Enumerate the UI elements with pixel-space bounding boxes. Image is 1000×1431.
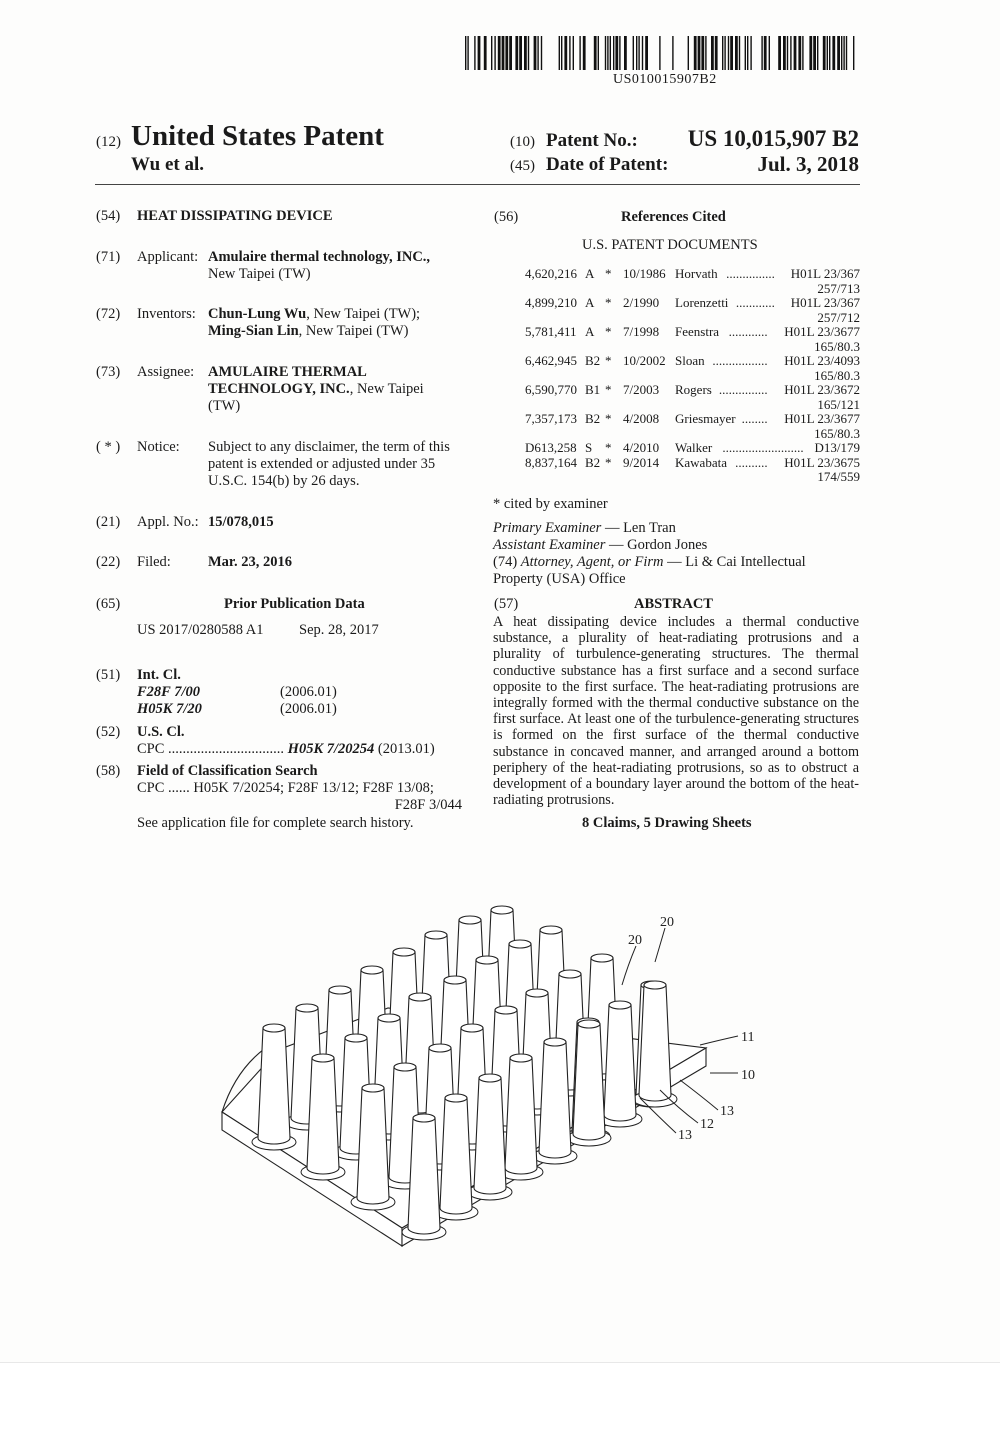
label-20-right: 20: [660, 915, 674, 930]
reference-date: 9/2014: [623, 454, 660, 470]
header-rule: [95, 184, 860, 185]
reference-star: *: [605, 440, 612, 455]
notice-label: Notice:: [137, 439, 180, 455]
attorney-name: — Li & Cai Intellectual: [663, 554, 806, 570]
reference-date: 7/2003: [623, 382, 660, 397]
abstract-text: A heat dissipating device includes a thermal conductive substance, a plurality of heat-radiating protrusions and a plurality of turbulence-generating structures. The thermal conductive substance has a first surface and a second surface opposite to the first surface. The heat-radiating protrusions are integrally formed with the thermal conductive substance on the first surface. At least one of the turbulence-generating structures is formed on the first surface of the thermal conductive substance in concaved manner, and arranged around a bottom periphery of the heat-radiating protrusions, so as to obstruct a development of a boundary layer around the bottom of the heat-radiating protrusions.: [493, 614, 859, 809]
reference-class-continued: 165/121: [817, 396, 860, 412]
assistant-label: Assistant Examiner: [493, 537, 606, 553]
inventor-2-name: Ming-Sian Lin: [208, 323, 299, 339]
reference-class: H01L 23/3677: [784, 411, 860, 426]
intcl-1-version: (2006.01): [280, 684, 337, 700]
applicant: [208, 249, 478, 283]
reference-class: H01L 23/3677: [784, 324, 860, 339]
reference-dots: ..........: [735, 454, 768, 470]
filed-date: Mar. 23, 2016: [208, 554, 293, 570]
reference-dots: .........................: [722, 440, 804, 455]
reference-kind: A: [585, 266, 595, 281]
prior-pub-date: Sep. 28, 2017: [299, 622, 379, 638]
reference-row-continued: [495, 398, 860, 413]
reference-row: [495, 412, 860, 427]
us-docs-heading: U.S. PATENT DOCUMENTS: [582, 237, 758, 253]
reference-number: 6,462,945: [525, 353, 577, 368]
reference-class-continued: 165/80.3: [814, 367, 860, 383]
code-56: (56): [494, 209, 519, 225]
reference-inventor: Kawabata: [675, 454, 727, 470]
appl-label: Appl. No.:: [137, 514, 199, 530]
reference-class: D13/179: [814, 440, 860, 455]
barcode: [465, 36, 860, 70]
code-52: (52): [96, 724, 121, 740]
reference-class-continued: 174/559: [817, 469, 860, 484]
reference-inventor: Sloan: [675, 353, 705, 368]
reference-kind: B2: [585, 411, 601, 426]
cpc-version: (2013.01): [377, 741, 435, 757]
notice: [208, 439, 468, 490]
date-label: Date of Patent:: [546, 154, 669, 175]
reference-number: 6,590,770: [525, 382, 577, 397]
code-74: (74): [493, 554, 521, 570]
prior-pub-number: US 2017/0280588 A1: [137, 622, 264, 638]
assignee-line-2: TECHNOLOGY, INC.: [208, 381, 350, 397]
cited-note: * cited by examiner: [493, 496, 608, 512]
reference-row-continued: [495, 311, 860, 326]
inventor-2-location: , New Taipei (TW): [298, 323, 409, 339]
code-12: (12): [96, 134, 121, 150]
reference-row: [495, 441, 860, 456]
intcl-2-version: (2006.01): [280, 701, 337, 717]
uscl-label: U.S. Cl.: [137, 724, 185, 740]
reference-inventor: Griesmayer: [675, 411, 736, 426]
reference-inventor: Walker: [675, 440, 713, 455]
reference-row-continued: [495, 470, 860, 485]
label-20-left: 20: [628, 933, 642, 948]
reference-number: 4,620,216: [525, 266, 577, 281]
cpc-lead: CPC ................................: [137, 741, 285, 757]
reference-row-continued: [495, 427, 860, 442]
code-21: (21): [96, 514, 121, 530]
reference-row: [495, 456, 860, 471]
assistant-examiner: [493, 537, 707, 554]
attorney-label: Attorney, Agent, or Firm: [520, 554, 664, 570]
reference-star: *: [605, 353, 612, 368]
primary-label: Primary Examiner: [493, 520, 602, 536]
reference-class-continued: 257/713: [817, 280, 860, 296]
assignee-line-3: (TW): [208, 398, 241, 414]
heat-sink-drawing: [210, 870, 770, 1260]
reference-row: [495, 383, 860, 398]
intcl-1: F28F 7/00: [137, 684, 200, 700]
code-72: (72): [96, 306, 121, 322]
code-45: (45): [510, 158, 535, 174]
inventors-label: Inventors:: [137, 306, 196, 322]
code-10: (10): [510, 134, 535, 150]
notice-line-1: Subject to any disclaimer, the term of this: [208, 439, 450, 455]
attorney-line-2: Property (USA) Office: [493, 571, 626, 587]
reference-dots: ............: [728, 324, 768, 339]
reference-class: H01L 23/4093: [784, 353, 860, 368]
appl-number: 15/078,015: [208, 514, 274, 530]
reference-dots: ........: [741, 411, 768, 426]
field-search-note: See application file for complete search history.: [137, 815, 414, 831]
inventors: [208, 306, 468, 340]
code-58: (58): [96, 763, 121, 779]
refs-heading: References Cited: [621, 209, 726, 225]
abstract-heading: ABSTRACT: [634, 596, 713, 612]
applicant-label: Applicant:: [137, 249, 199, 265]
reference-class-continued: 165/80.3: [814, 425, 860, 441]
reference-class: H01L 23/367: [790, 295, 860, 310]
reference-date: 10/2002: [623, 353, 666, 368]
inventor-1-name: Chun-Lung Wu: [208, 306, 307, 322]
label-11: 11: [741, 1030, 755, 1045]
reference-number: 4,899,210: [525, 295, 577, 310]
label-12: 12: [700, 1117, 714, 1132]
reference-row-continued: [495, 340, 860, 355]
reference-number: 8,837,164: [525, 454, 577, 470]
reference-date: 10/1986: [623, 266, 666, 281]
reference-row-continued: [495, 369, 860, 384]
code-51: (51): [96, 667, 121, 683]
patent-date: Jul. 3, 2018: [757, 152, 859, 176]
code-54: (54): [96, 208, 121, 224]
reference-class: H01L 23/3675: [784, 454, 860, 470]
label-13-left: 13: [678, 1128, 692, 1143]
claims-summary: 8 Claims, 5 Drawing Sheets: [582, 815, 752, 831]
notice-line-3: U.S.C. 154(b) by 26 days.: [208, 473, 360, 489]
code-65: (65): [96, 596, 121, 612]
assignee-label: Assignee:: [137, 364, 195, 380]
reference-class-continued: 257/712: [817, 309, 860, 325]
reference-date: 4/2010: [623, 440, 660, 455]
filed-label: Filed:: [137, 554, 171, 570]
reference-star: *: [605, 295, 612, 310]
reference-star: *: [605, 324, 612, 339]
reference-star: *: [605, 411, 612, 426]
code-57: (57): [494, 596, 519, 612]
document-title: United States Patent: [131, 120, 384, 152]
field-search-line-1: CPC ...... H05K 7/20254; F28F 13/12; F28F 13/08;: [137, 780, 434, 796]
reference-kind: A: [585, 295, 595, 310]
field-search-label: Field of Classification Search: [137, 763, 318, 779]
reference-dots: .................: [712, 353, 768, 368]
reference-inventor: Rogers: [675, 382, 712, 397]
reference-row: [495, 354, 860, 369]
invention-title: HEAT DISSIPATING DEVICE: [137, 208, 333, 224]
reference-star: *: [605, 266, 612, 281]
label-10: 10: [741, 1068, 755, 1083]
reference-star: *: [605, 382, 612, 397]
reference-number: D613,258: [525, 440, 577, 455]
notice-line-2: patent is extended or adjusted under 35: [208, 456, 436, 472]
reference-date: 7/1998: [623, 324, 660, 339]
assignee-line-1: AMULAIRE THERMAL: [208, 364, 367, 380]
patent-no-label: Patent No.:: [546, 130, 638, 151]
field-search-line-2: F28F 3/044: [394, 797, 462, 813]
reference-number: 7,357,173: [525, 411, 577, 426]
barcode-number: US010015907B2: [613, 72, 717, 87]
reference-date: 2/1990: [623, 295, 660, 310]
prior-pub-heading: Prior Publication Data: [224, 596, 365, 612]
reference-number: 5,781,411: [525, 324, 577, 339]
primary-examiner: [493, 520, 676, 537]
assistant-name: — Gordon Jones: [605, 537, 708, 553]
scan-margin: [0, 1362, 1000, 1431]
reference-kind: B2: [585, 454, 601, 470]
reference-inventor: Lorenzetti: [675, 295, 729, 310]
primary-name: — Len Tran: [601, 520, 676, 536]
code-73: (73): [96, 364, 121, 380]
reference-dots: ...............: [726, 266, 775, 281]
authors: Wu et al.: [131, 154, 205, 175]
intcl-label: Int. Cl.: [137, 667, 181, 683]
reference-class: H01L 23/3672: [784, 382, 860, 397]
intcl-2: H05K 7/20: [137, 701, 202, 717]
code-71: (71): [96, 249, 121, 265]
reference-kind: B1: [585, 382, 601, 397]
attorney: [493, 554, 806, 571]
reference-star: *: [605, 454, 612, 470]
reference-dots: ............: [735, 295, 775, 310]
reference-class: H01L 23/367: [790, 266, 860, 281]
reference-inventor: Horvath: [675, 266, 718, 281]
assignee: [208, 364, 468, 415]
code-22: (22): [96, 554, 121, 570]
reference-kind: S: [585, 440, 593, 455]
cpc-line: [137, 741, 435, 758]
assignee-line-2-rest: , New Taipei: [349, 381, 424, 397]
reference-kind: B2: [585, 353, 601, 368]
reference-date: 4/2008: [623, 411, 660, 426]
label-13-right: 13: [720, 1104, 734, 1119]
reference-row: [495, 325, 860, 340]
patent-number: US 10,015,907 B2: [687, 126, 859, 151]
reference-row: [495, 267, 860, 282]
cpc-class: H05K 7/20254: [287, 741, 375, 757]
reference-row-continued: [495, 282, 860, 297]
applicant-name: Amulaire thermal technology, INC.,: [208, 249, 431, 265]
reference-kind: A: [585, 324, 595, 339]
reference-class-continued: 165/80.3: [814, 338, 860, 354]
applicant-location: New Taipei (TW): [208, 266, 311, 282]
code-notice: ( * ): [96, 439, 121, 455]
reference-dots: ...............: [718, 382, 768, 397]
reference-inventor: Feenstra: [675, 324, 720, 339]
inventor-1-location: , New Taipei (TW);: [306, 306, 421, 322]
reference-row: [495, 296, 860, 311]
